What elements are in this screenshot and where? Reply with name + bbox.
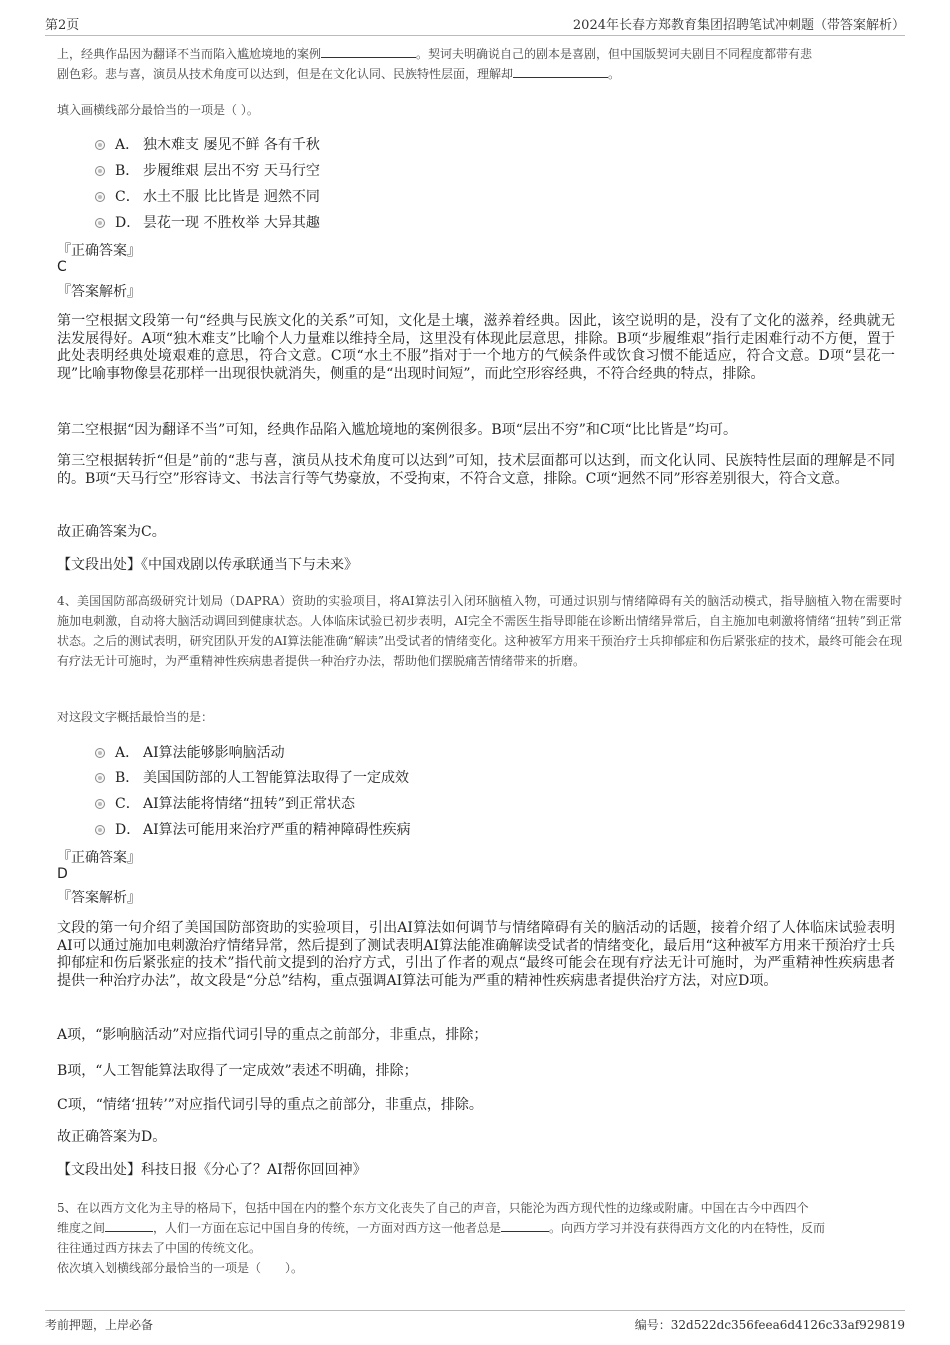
page-header bbox=[45, 12, 905, 36]
q4-answer: D bbox=[57, 866, 68, 882]
radio-icon[interactable] bbox=[95, 166, 105, 176]
fill-blank bbox=[105, 1220, 153, 1232]
q4-prompt: 对这段文字概括最恰当的是： bbox=[57, 710, 214, 724]
q4-analysis-p5: 故正确答案为D。 bbox=[57, 1129, 167, 1145]
radio-icon[interactable] bbox=[95, 140, 105, 150]
q4-option-a[interactable]: A． AI算法能够影响脑活动 bbox=[95, 742, 285, 762]
q3-analysis-label: 『答案解析』 bbox=[57, 284, 141, 300]
fill-blank bbox=[513, 66, 608, 78]
radio-icon[interactable] bbox=[95, 799, 105, 809]
q3-answer-label: 『正确答案』 bbox=[57, 243, 141, 259]
q3-prompt: 填入画横线部分最恰当的一项是（ ）。 bbox=[57, 103, 259, 117]
q4-analysis-p3: B项，“人工智能算法取得了一定成效”表述不明确，排除； bbox=[57, 1063, 418, 1079]
q3-analysis-p1: 第一空根据文段第一句“经典与民族文化的关系”可知，文化是土壤，滋养着经典。因此，该空说明的是，没有了文化的滋养，经典就无法发展得好。A项“独木难支”比喻个人力量难以维持全局，这里没有体现此层意思，排除。B项“步履维艰”指行走困难行动不方便，置于此处表明经典处境艰难的意思，符合文意。C项“水土不服”指对于一个地方的气候条件或饮食习惯不能适应，符合文意。D项“昙花一现”比喻事物像昙花那样一出现很快就消失，侧重的是“出现时间短”，而此空形容经典，不符合经典的特点，排除。 bbox=[57, 313, 895, 382]
q5-prompt: 依次填入划横线部分最恰当的一项是（ ）。 bbox=[57, 1261, 304, 1275]
q4-answer-label: 『正确答案』 bbox=[57, 850, 141, 866]
fill-blank bbox=[321, 46, 416, 58]
radio-icon[interactable] bbox=[95, 748, 105, 758]
q4-option-d[interactable]: D． AI算法可能用来治疗严重的精神障碍性疾病 bbox=[95, 819, 411, 839]
q4-analysis-p2: A项，“影响脑活动”对应指代词引导的重点之前部分，非重点，排除； bbox=[57, 1027, 488, 1043]
q5-line2: 维度之间 ，人们一方面在忘记中国自身的传统，一方面对西方这一他者总是 。向西方学习并没有获得西方文化的内在特性，反而 bbox=[57, 1221, 826, 1235]
q4-analysis-label: 『答案解析』 bbox=[57, 890, 141, 906]
document-title: 2024年长春方郑教育集团招聘笔试冲刺题（带答案解析） bbox=[572, 18, 905, 33]
q3-option-b[interactable]: B． 步履维艰 层出不穷 天马行空 bbox=[95, 160, 320, 180]
q3-analysis-p3: 第三空根据转折“但是”前的“悲与喜，演员从技术角度可以达到”可知，技术层面都可以达到，而文化认同、民族特性层面的理解是不同的。B项“天马行空”形容诗文、书法言行等气势豪放，不受拘束，不符合文意，排除。C项“迥然不同”形容差别很大，符合文意。 bbox=[57, 453, 895, 487]
q4-option-c[interactable]: C． AI算法能将情绪“扭转”到正常状态 bbox=[95, 793, 355, 813]
q3-answer: C bbox=[57, 259, 67, 275]
footer-serial: 编号：32d522dc356feea6d4126c33af929819 bbox=[634, 1318, 905, 1332]
q4-analysis-p1: 文段的第一句介绍了美国国防部资助的实验项目，引出AI算法如何调节与情绪障碍有关的脑活动的话题，接着介绍了人体临床试验表明AI可以通过施加电刺激治疗情绪异常，然后提到了测试表明AI算法能准确解读受试者的情绪变化，最后用“这种被军方用来干预治疗士兵抑郁症和伤后紧张症的技术”指代前文提到的治疗方式，引出了作者的观点“最终可能会在现有疗法无计可施时，为严重精神性疾病患者提供一种治疗办法”，故文段是“分总”结构，重点强调AI算法可能为严重的精神性疾病患者提供治疗方法，对应D项。 bbox=[57, 920, 895, 989]
q3-option-a[interactable]: A． 独木难支 屡见不鲜 各有千秋 bbox=[95, 134, 320, 154]
q4-option-b[interactable]: B． 美国国防部的人工智能算法取得了一定成效 bbox=[95, 767, 409, 787]
q3-intro-line2: 剧色彩。悲与喜，演员从技术角度可以达到，但是在文化认同、民族特性层面，理解却 。 bbox=[57, 67, 621, 81]
radio-icon[interactable] bbox=[95, 192, 105, 202]
q3-analysis-p2: 第二空根据“因为翻译不当”可知，经典作品陷入尴尬境地的案例很多。B项“层出不穷”和C项“比比皆是”均可。 bbox=[57, 422, 737, 438]
page-footer bbox=[45, 1310, 905, 1334]
q4-question: 4、美国国防部高级研究计划局（DAPRA）资助的实验项目，将AI算法引入闭环脑植入物，可通过识别与情绪障碍有关的脑活动模式，指导脑植入物在需要时施加电刺激，自动将大脑活动调回到健康状态。人体临床试验已初步表明，AI完全不需医生指导即能在诊断出情绪异常后，自主施加电刺激将情绪“扭转”到正常状态。之后的测试表明，研究团队开发的AI算法能准确“解读”出受试者的情绪变化。这种被军方用来干预治疗士兵抑郁症和伤后紧张症的技术，最终可能会在现有疗法无计可施时，为严重精神性疾病患者提供一种治疗办法，帮助他们摆脱痛苦情绪带来的折磨。 bbox=[57, 594, 902, 668]
radio-icon[interactable] bbox=[95, 773, 105, 783]
q5-question bbox=[57, 1198, 902, 1278]
radio-icon[interactable] bbox=[95, 825, 105, 835]
fill-blank bbox=[501, 1220, 549, 1232]
q3-intro-line1: 上，经典作品因为翻译不当而陷入尴尬境地的案例 。契诃夫明确说自己的剧本是喜剧，但中国版契诃夫剧目不同程度都带有悲 bbox=[57, 47, 813, 61]
q3-analysis-p4: 故正确答案为C。 bbox=[57, 524, 166, 540]
q3-option-c[interactable]: C． 水土不服 比比皆是 迥然不同 bbox=[95, 186, 320, 206]
q4-source: 【文段出处】科技日报《分心了？AI帮你回回神》 bbox=[57, 1162, 367, 1178]
q3-source: 【文段出处】《中国戏剧以传承联通当下与未来》 bbox=[57, 557, 358, 573]
footer-slogan: 考前押题，上岸必备 bbox=[45, 1318, 154, 1332]
q4-analysis-p4: C项，“情绪‘扭转’”对应指代词引导的重点之前部分，非重点，排除。 bbox=[57, 1097, 483, 1113]
page-number: 第2页 bbox=[45, 18, 80, 33]
q3-option-d[interactable]: D． 昙花一现 不胜枚举 大异其趣 bbox=[95, 212, 320, 232]
radio-icon[interactable] bbox=[95, 218, 105, 228]
q5-line3: 往往通过西方抹去了中国的传统文化。 bbox=[57, 1241, 262, 1255]
q3-intro bbox=[57, 44, 900, 84]
q5-line1: 5、在以西方文化为主导的格局下，包括中国在内的整个东方文化丧失了自己的声音，只能沦为西方现代性的边缘或附庸。中国在古今中西四个 bbox=[57, 1201, 809, 1215]
